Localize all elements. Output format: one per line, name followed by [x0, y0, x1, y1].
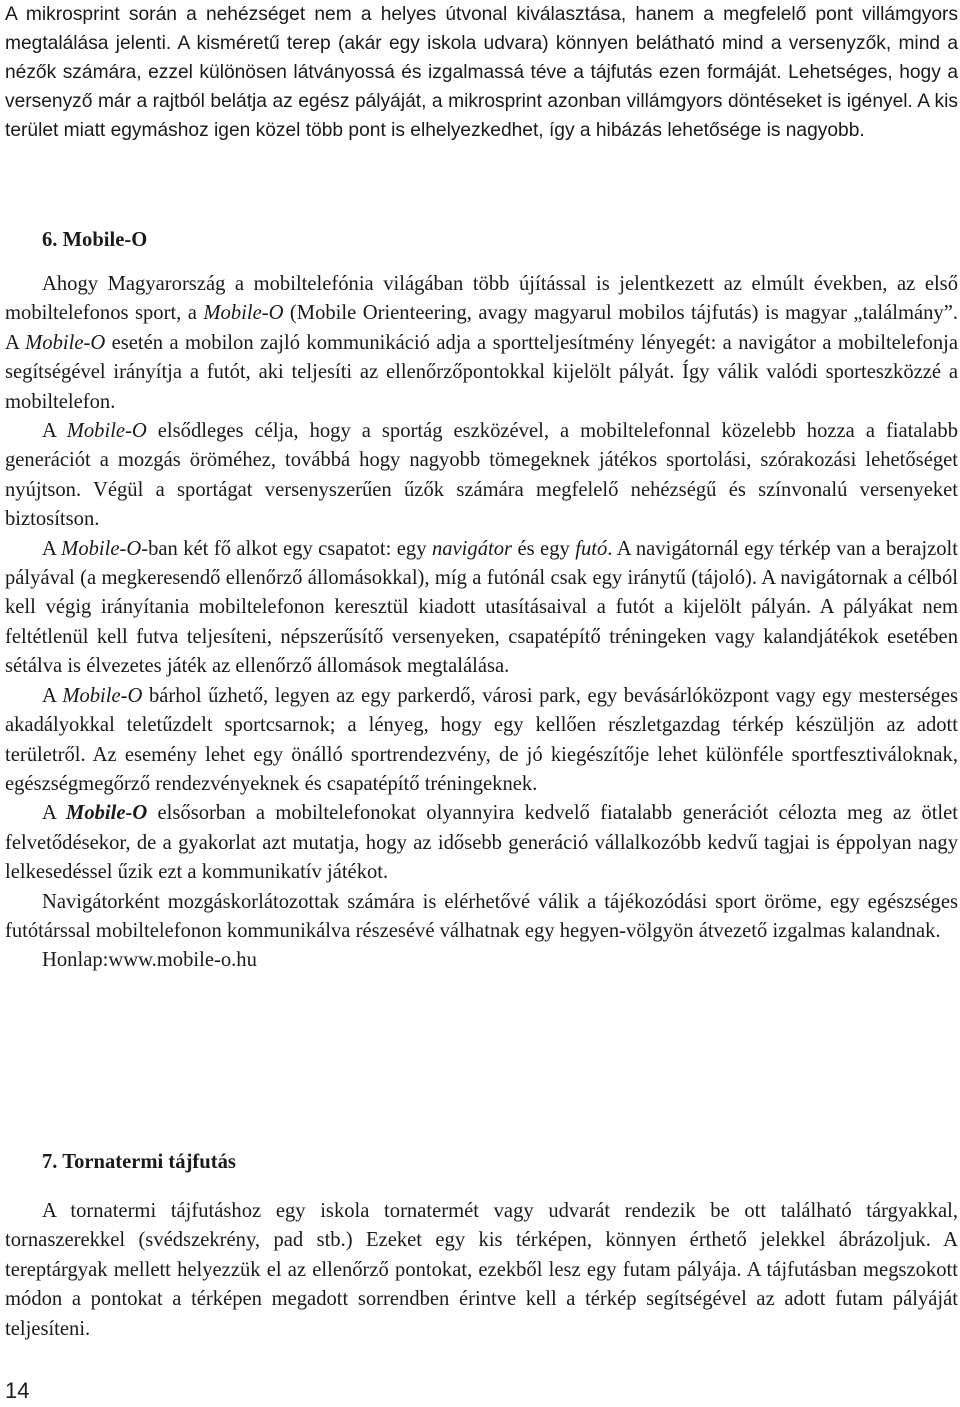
mobile-o-paragraph-2: A Mobile-O elsődleges célja, hogy a sportág eszközével, a mobiltelefonnal közelebb hozza a fiatalabb generációt a mozgás öröméhez, továbbá hogy nagyobb tömegeknek játékos sportolási, szórakozási lehetőséget nyújtson. Végül a sportágat versenyszerűen űzők számára megfelelő nehézségű és színvonalú versenyeket biztosítson. [5, 420, 958, 531]
section-7-body [5, 1197, 958, 1344]
mobile-o-paragraph-3: A Mobile-O-ban két fő alkot egy csapatot: egy navigátor és egy futó. A navigátornál egy térkép van a berajzolt pályával (a megkeresendő ellenőrző állomásokkal), míg a futónál csak egy iránytű (tájoló). A navigátornak a célból kell végig irányítania mobiltelefonon keresztül kiadott utasításaival a futót a kijelölt pályán. A pályákat nem feltétlenül kell futva teljesíteni, népszerűsítő versenyeken, csapatépítő tréningeken vagy kalandjátékok esetében sétálva is élvezetes játék az ellenőrző állomások megtalálása. [5, 537, 959, 678]
tornatermi-paragraph: A tornatermi tájfutáshoz egy iskola tornatermét vagy udvarát rendezik be ott található tárgyakkal, tornaszerekkel (svédszekrény, pad stb.) Ezeket egy kis térképen, könnyen érthető jelekkel ábrázoljuk. A tereptárgyak mellett helyezzük el az ellenőrző pontokat, ezekből lesz egy futam pályája. A tájfutásban megszokott módon a pontokat a térképen megadott sorrendben érintve kell a térkép segítségével az adott futam pályáját teljesíteni. [5, 1200, 958, 1340]
section-6-body [5, 270, 958, 976]
mobile-o-paragraph-4: A Mobile-O bárhol űzhető, legyen az egy parkerdő, városi park, egy bevásárlóközpont vagy egy mesterséges akadályokkal teletűzdelt sportcsarnok; a lényeg, hogy egy kellően részletgazdag térkép készüljön az adott területről. Az esemény lehet egy önálló sportrendezvény, de jó kiegészítője lehet különféle sportfesztiváloknak, egészségmegőrző rendezvényeknek és csapatépítő tréningeknek. [5, 684, 958, 795]
section-7-heading: 7. Tornatermi tájfutás [42, 1151, 236, 1173]
section-6-heading: 6. Mobile-O [42, 229, 148, 251]
mobile-o-paragraph-1: Ahogy Magyarország a mobiltelefónia világában több újítással is jelentkezett az elmúlt években, az első mobiltelefonos sport, a Mobile-O (Mobile Orienteering, avagy magyarul mobilos tájfutás) is magyar „találmány”. A Mobile-O esetén a mobilon zajló kommunikáció adja a sportteljesítmény lényegét: a navigátor a mobiltelefonja segítségével irányítja a futót, aki teljesíti az ellenőrzőpontokkal kijelölt pályát. Így válik valódi sporteszközzé a mobiltelefon. [5, 273, 958, 413]
mobile-o-paragraph-6: Navigátorként mozgáskorlátozottak számára is elérhetővé válik a tájékozódási sport öröme, egy egészséges futótárssal mobiltelefonon kommunikálva részesévé válhatnak egy hegyen-völgyön átvezető izgalmas kalandnak. [5, 890, 958, 942]
intro-paragraph: A mikrosprint során a nehézséget nem a helyes útvonal kiválasztása, hanem a megfelelő pont villámgyors megtalálása jelenti. A kisméretű terep (akár egy iskola udvara) könnyen belátható mind a versenyzők, mind a nézők számára, ezzel különösen látványossá és izgalmassá téve a tájfutás ezen formáját. Lehetséges, hogy a versenyző már a rajtból belátja az egész pályáját, a mikrosprint azonban villámgyors döntéseket is igényel. A kis terület miatt egymáshoz igen közel több pont is elhelyezkedhet, így a hibázás lehetősége is nagyobb. [5, 4, 958, 141]
mobile-o-paragraph-5: A Mobile-O elsősorban a mobiltelefonokat olyannyira kedvelő fiatalabb generációt célozta meg az ötlet felvetődésekor, de a gyakorlat azt mutatja, hogy az idősebb generáció vállalkozóbb kedvű tagjai is éppolyan nagy lelkesedéssel űzik ezt a kommunikatív játékot. [5, 802, 958, 884]
homepage-link[interactable]: Honlap:www.mobile-o.hu [42, 949, 257, 972]
page-number: 14 [5, 1378, 30, 1403]
